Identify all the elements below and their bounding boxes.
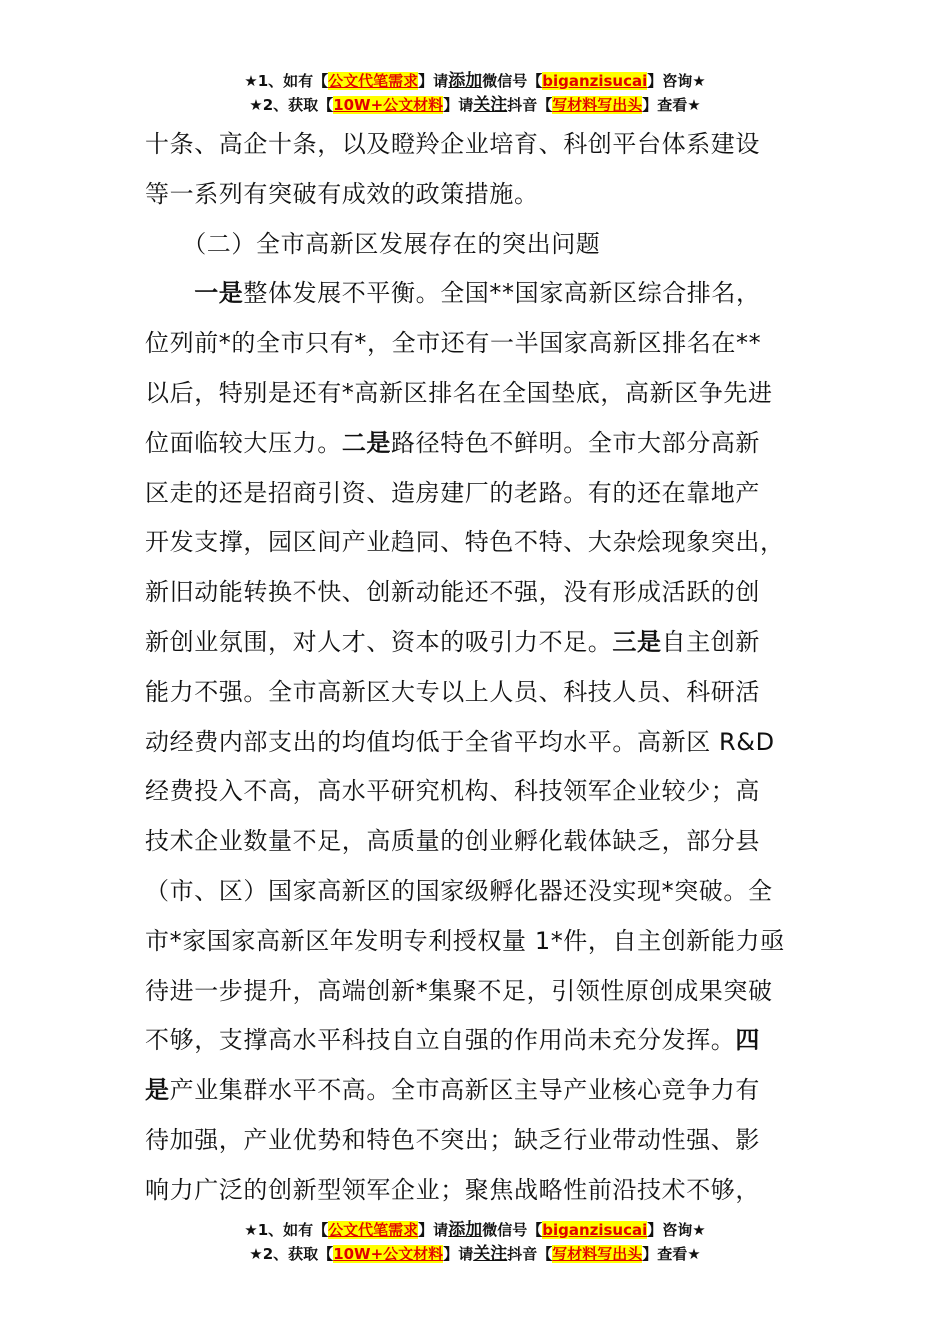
banner-text: 】咨询★ bbox=[647, 1221, 706, 1239]
banner-text: ★2、获取【 bbox=[249, 1245, 334, 1263]
text-segment: 能力不强。全市高新区大专以上人员、科技人员、科研活 bbox=[145, 677, 760, 706]
banner-text: ★1、如有【 bbox=[244, 72, 329, 90]
underlined-text: 关注 bbox=[473, 1244, 508, 1264]
banner-text: 抖音【 bbox=[507, 96, 553, 114]
text-segment: 位列前*的全市只有*，全市还有一半国家高新区排名在** bbox=[145, 329, 762, 358]
text-line bbox=[145, 319, 785, 369]
bold-keyword: 四 bbox=[735, 1026, 761, 1055]
bold-keyword: 一是 bbox=[194, 279, 244, 308]
text-line bbox=[145, 469, 785, 519]
text-line bbox=[145, 120, 785, 170]
bold-keyword: 三是 bbox=[612, 627, 662, 656]
text-segment: 区走的还是招商引资、造房建厂的老路。有的还在靠地产 bbox=[145, 478, 760, 507]
underlined-text: 添加 bbox=[448, 1220, 483, 1240]
text-segment bbox=[145, 279, 194, 307]
underlined-text: 添加 bbox=[448, 71, 483, 91]
banner-text: ★1、如有【 bbox=[244, 1221, 329, 1239]
banner-text: 】查看★ bbox=[642, 96, 701, 114]
text-line bbox=[145, 269, 785, 319]
text-segment: 待加强，产业优势和特色不突出；缺乏行业带动性强、影 bbox=[145, 1125, 760, 1154]
text-segment: 以后，特别是还有*高新区排名在全国垫底，高新区争先进 bbox=[145, 378, 773, 407]
banner-text: 】咨询★ bbox=[647, 72, 706, 90]
text-line bbox=[145, 518, 785, 568]
text-segment: 产业集群水平不高。全市高新区主导产业核心竞争力有 bbox=[169, 1076, 761, 1105]
banner-text: 】请 bbox=[443, 1245, 474, 1263]
text-line bbox=[145, 917, 785, 967]
text-segment: 十条、高企十条，以及瞪羚企业培育、科创平台体系建设 bbox=[145, 130, 760, 158]
highlighted-text: biganzisucai bbox=[542, 72, 648, 90]
document-body bbox=[145, 120, 785, 1216]
text-line bbox=[145, 170, 785, 220]
text-segment: 整体发展不平衡。全国**国家高新区综合排名， bbox=[243, 279, 761, 308]
text-line bbox=[145, 419, 785, 469]
banner-text: 微信号【 bbox=[482, 1221, 543, 1239]
text-segment: （二）全市高新区发展存在的突出问题 bbox=[145, 229, 601, 258]
text-line bbox=[145, 1066, 785, 1116]
text-line bbox=[145, 1016, 785, 1066]
promo-banner-bottom bbox=[0, 1218, 950, 1266]
banner-line-1 bbox=[0, 1218, 950, 1242]
banner-text: ★2、获取【 bbox=[249, 96, 334, 114]
text-line bbox=[145, 369, 785, 419]
text-segment: 位面临较大压力。 bbox=[145, 428, 342, 457]
text-segment: 待进一步提升，高端创新*集聚不足，引领性原创成果突破 bbox=[145, 976, 773, 1005]
text-segment: 新旧动能转换不快、创新动能还不强，没有形成活跃的创 bbox=[145, 578, 760, 607]
text-line bbox=[145, 967, 785, 1017]
banner-line-2 bbox=[0, 93, 950, 117]
text-line bbox=[145, 867, 785, 917]
text-segment: 动经费内部支出的均值均低于全省平均水平。高新区 R&D bbox=[145, 727, 775, 756]
text-segment: 路径特色不鲜明。全市大部分高新 bbox=[391, 428, 761, 457]
banner-text: 】查看★ bbox=[642, 1245, 701, 1263]
highlighted-text: 公文代笔需求 bbox=[328, 1221, 419, 1239]
banner-text: 抖音【 bbox=[507, 1245, 553, 1263]
text-line bbox=[145, 767, 785, 817]
banner-text: 】请 bbox=[418, 72, 449, 90]
underlined-text: 关注 bbox=[473, 95, 508, 115]
highlighted-text: 写材料写出头 bbox=[552, 96, 643, 114]
banner-line-2 bbox=[0, 1242, 950, 1266]
text-segment: 开发支撑，园区间产业趋同、特色不特、大杂烩现象突出， bbox=[145, 528, 785, 557]
highlighted-text: 10W+公文材料 bbox=[333, 1245, 444, 1263]
highlighted-text: 公文代笔需求 bbox=[328, 72, 419, 90]
text-line bbox=[145, 220, 785, 270]
text-line bbox=[145, 817, 785, 867]
text-segment: 不够，支撑高水平科技自立自强的作用尚未充分发挥。 bbox=[145, 1026, 736, 1055]
text-line bbox=[145, 1116, 785, 1166]
promo-banner-top bbox=[0, 69, 950, 117]
banner-text: 】请 bbox=[418, 1221, 449, 1239]
text-segment: 技术企业数量不足，高质量的创业孵化载体缺乏，部分县 bbox=[145, 827, 760, 856]
text-line bbox=[145, 568, 785, 618]
highlighted-text: biganzisucai bbox=[542, 1221, 648, 1239]
highlighted-text: 10W+公文材料 bbox=[333, 96, 444, 114]
text-line bbox=[145, 1166, 785, 1216]
text-line bbox=[145, 718, 785, 768]
banner-line-1 bbox=[0, 69, 950, 93]
text-segment: 等一系列有突破有成效的政策措施。 bbox=[145, 179, 539, 208]
highlighted-text: 写材料写出头 bbox=[552, 1245, 643, 1263]
text-segment: 响力广泛的创新型领军企业；聚焦战略性前沿技术不够， bbox=[145, 1175, 760, 1204]
text-segment: 经费投入不高，高水平研究机构、科技领军企业较少；高 bbox=[145, 777, 760, 806]
banner-text: 】请 bbox=[443, 96, 474, 114]
bold-keyword: 二是 bbox=[341, 428, 392, 457]
text-segment: 新创业氛围，对人才、资本的吸引力不足。 bbox=[145, 627, 613, 656]
text-segment: （市、区）国家高新区的国家级孵化器还没实现*突破。全 bbox=[145, 876, 773, 905]
text-line bbox=[145, 668, 785, 718]
banner-text: 微信号【 bbox=[482, 72, 543, 90]
text-segment: 自主创新 bbox=[661, 627, 761, 656]
bold-keyword: 是 bbox=[145, 1076, 170, 1105]
text-segment: 市*家国家高新区年发明专利授权量 1*件，自主创新能力亟 bbox=[145, 926, 785, 955]
text-line bbox=[145, 618, 785, 668]
